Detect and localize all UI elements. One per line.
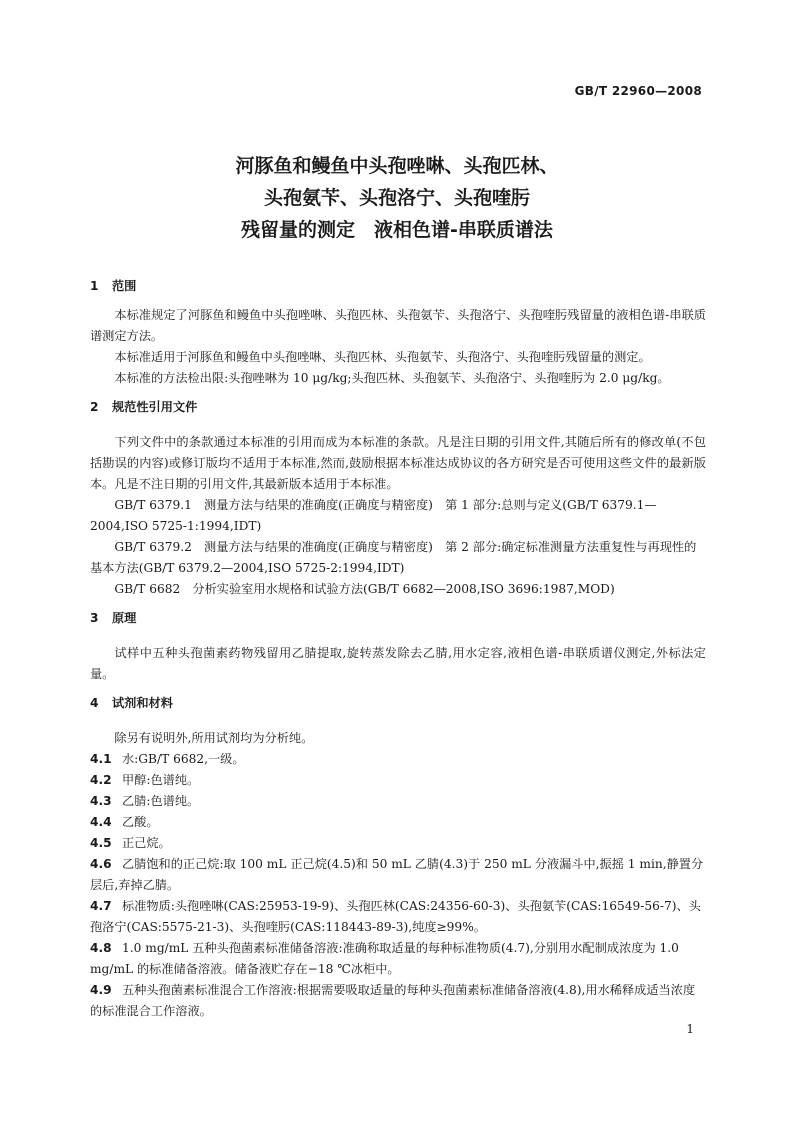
title-line-1: 河豚鱼和鳗鱼中头孢唑啉、头孢匹林、 — [235, 155, 559, 177]
item-text: 水:GB/T 6682,一级。 — [122, 752, 245, 766]
reference-item: GB/T 6682 分析实验室用水规格和试验方法(GB/T 6682—2008,ISO 3696:1987,MOD) — [114, 582, 615, 596]
section-title: 规范性引用文件 — [112, 400, 198, 414]
section-number: 2 — [90, 400, 99, 414]
section-title: 原理 — [112, 611, 137, 625]
standard-number: GB/T 22960—2008 — [574, 84, 702, 98]
item-number: 4.6 — [90, 857, 112, 871]
item-number: 4.9 — [90, 983, 112, 997]
document-title — [0, 150, 794, 246]
item-number: 4.1 — [90, 752, 112, 766]
reference-item: GB/T 6379.2 测量方法与结果的准确度(正确度与精密度) 第 2 部分:确定标准测量方法重复性与再现性的基本方法(GB/T 6379.2—2004,ISO 5725-2:1994,IDT) — [90, 540, 697, 575]
section-number: 1 — [90, 279, 99, 293]
list-item — [90, 854, 706, 896]
paragraph: 本标准规定了河豚鱼和鳗鱼中头孢唑啉、头孢匹林、头孢氨苄、头孢洛宁、头孢喹肟残留量的液相色谱-串联质谱测定方法。 — [90, 308, 706, 343]
item-text: 正己烷。 — [122, 836, 171, 850]
item-number: 4.7 — [90, 899, 112, 913]
list-item — [90, 812, 706, 833]
section-number: 3 — [90, 611, 99, 625]
list-item — [90, 980, 706, 1022]
document-body — [90, 276, 706, 1022]
section-number: 4 — [90, 696, 99, 710]
item-text: 标准物质:头孢唑啉(CAS:25953-19-9)、头孢匹林(CAS:24356-60-3)、头孢氨苄(CAS:16549-56-7)、头孢洛宁(CAS:5575-21-3)、头孢喹肟(CAS:118443-89-3),纯度≥99%。 — [90, 899, 701, 934]
list-item — [90, 938, 706, 980]
list-item — [90, 791, 706, 812]
paragraph: 本标准的方法检出限:头孢唑啉为 10 μg/kg;头孢匹林、头孢氨苄、头孢洛宁、头孢喹肟为 2.0 μg/kg。 — [114, 371, 670, 385]
item-text: 五种头孢菌素标准混合工作溶液:根据需要吸取适量的每种头孢菌素标准储备溶液(4.8),用水稀释成适当浓度的标准混合工作溶液。 — [90, 983, 696, 1018]
list-item — [90, 749, 706, 770]
item-text: 乙腈:色谱纯。 — [122, 794, 200, 808]
reference-item: GB/T 6379.1 测量方法与结果的准确度(正确度与精密度) 第 1 部分:总则与定义(GB/T 6379.1—2004,ISO 5725-1:1994,IDT) — [90, 498, 657, 533]
paragraph: 本标准适用于河豚鱼和鳗鱼中头孢唑啉、头孢匹林、头孢氨苄、头孢洛宁、头孢喹肟残留量的测定。 — [114, 350, 651, 364]
item-number: 4.5 — [90, 836, 112, 850]
section-heading-principle — [90, 608, 706, 629]
item-text: 1.0 mg/mL 五种头孢菌素标准储备溶液:准确称取适量的每种标准物质(4.7),分别用水配制成浓度为 1.0 mg/mL 的标准储备溶液。储备液贮存在−18 ℃冰柜中。 — [90, 941, 679, 976]
section-heading-reagents — [90, 693, 706, 714]
list-item — [90, 833, 706, 854]
paragraph: 试样中五种头孢菌素药物残留用乙腈提取,旋转蒸发除去乙腈,用水定容,液相色谱-串联质谱仪测定,外标法定量。 — [90, 646, 706, 681]
item-number: 4.4 — [90, 815, 112, 829]
paragraph: 下列文件中的条款通过本标准的引用而成为本标准的条款。凡是注日期的引用文件,其随后所有的修改单(不包括勘误的内容)或修订版均不适用于本标准,然而,鼓励根据本标准达成协议的各方研究是否可使用这些文件的最新版本。凡是不注日期的引用文件,其最新版本适用于本标准。 — [90, 435, 706, 491]
item-text: 甲醇:色谱纯。 — [122, 773, 200, 787]
list-item — [90, 896, 706, 938]
section-heading-scope — [90, 276, 706, 297]
item-number: 4.2 — [90, 773, 112, 787]
title-line-2: 头孢氨苄、头孢洛宁、头孢喹肟 — [263, 187, 530, 209]
section-heading-references — [90, 397, 706, 418]
title-line-3: 残留量的测定 液相色谱-串联质谱法 — [241, 219, 553, 241]
list-item — [90, 770, 706, 791]
page-number: 1 — [686, 1022, 694, 1036]
paragraph: 除另有说明外,所用试剂均为分析纯。 — [114, 731, 314, 745]
section-title: 试剂和材料 — [112, 696, 173, 710]
item-number: 4.3 — [90, 794, 112, 808]
item-text: 乙腈饱和的正己烷:取 100 mL 正己烷(4.5)和 50 mL 乙腈(4.3)于 250 mL 分液漏斗中,振摇 1 min,静置分层后,弃掉乙腈。 — [90, 857, 704, 892]
item-number: 4.8 — [90, 941, 112, 955]
item-text: 乙酸。 — [122, 815, 159, 829]
section-title: 范围 — [112, 279, 137, 293]
